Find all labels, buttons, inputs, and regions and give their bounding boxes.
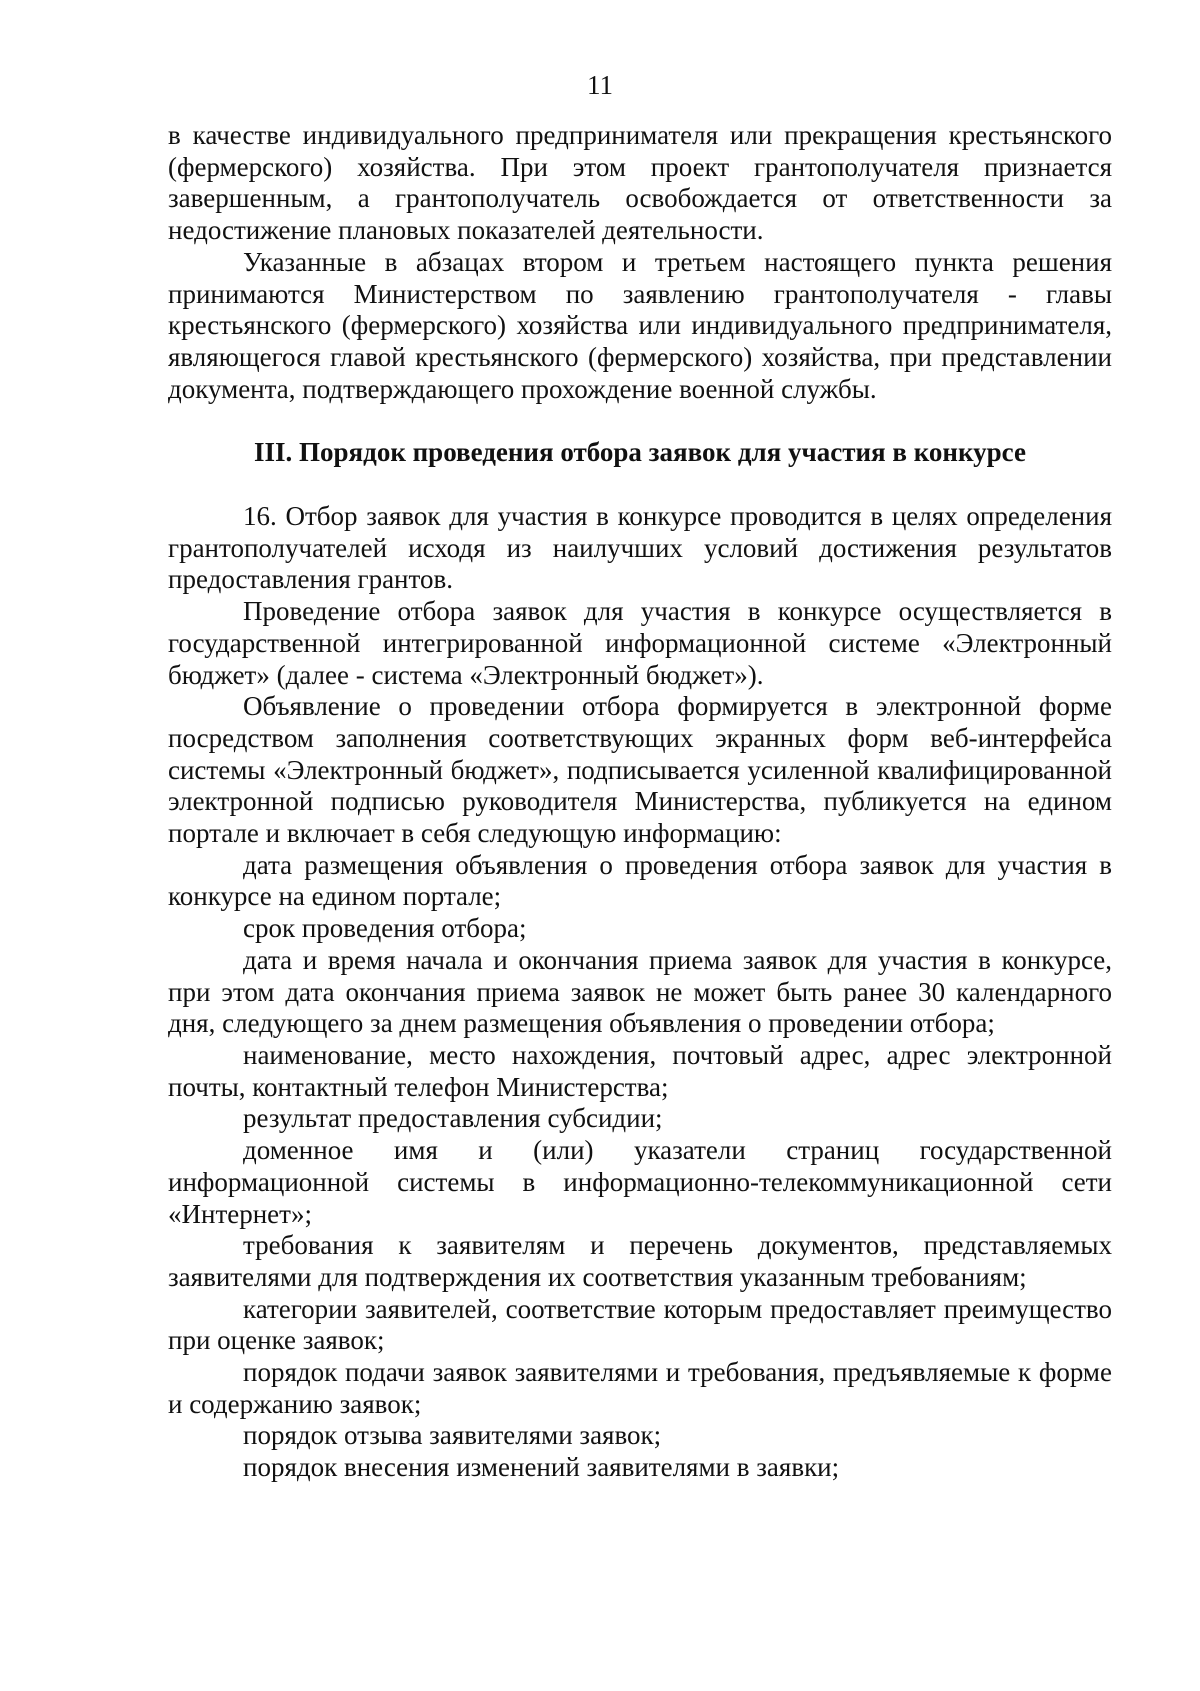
- list-item: результат предоставления субсидии;: [243, 1103, 663, 1134]
- list-item: дата и время начала и окончания приема заявок для участия в конкурсе, при этом дата окончания приема заявок не может быть ранее 30 календарного дня, следующего за днем размещения объявления о проведении отбора;: [168, 944, 1112, 1039]
- list-item: категории заявителей, соответствие которым предоставляет преимущество при оценке заявок;: [168, 1293, 1112, 1356]
- paragraph: Проведение отбора заявок для участия в конкурсе осуществляется в государственной интегрированной информационной системе «Электронный бюджет» (далее - система «Электронный бюджет»).: [168, 596, 1112, 690]
- paragraph: в качестве индивидуального предпринимателя или прекращения крестьянского (фермерского) хозяйства. При этом проект грантополучателя признается завершенным, а грантополучатель освобождается от ответственности за недостижение плановых показателей деятельности.: [168, 120, 1112, 246]
- page-number: 11: [587, 70, 613, 100]
- list-item: требования к заявителям и перечень документов, представляемых заявителями для подтверждения их соответствия указанным требованиям;: [168, 1230, 1112, 1292]
- list-item: порядок внесения изменений заявителями в заявки;: [243, 1452, 840, 1483]
- list-item: срок проведения отбора;: [243, 913, 527, 944]
- paragraph: Указанные в абзацах втором и третьем настоящего пункта решения принимаются Министерством по заявлению грантополучателя - главы крестьянского (фермерского) хозяйства или индивидуального предпринимателя, являющегося главой крестьянского (фермерского) хозяйства, при представлении документа, подтверждающего прохождение военной службы.: [168, 246, 1112, 404]
- section-heading: III. Порядок проведения отбора заявок для участия в конкурсе: [254, 437, 1026, 468]
- paragraph: 16. Отбор заявок для участия в конкурсе проводится в целях определения грантополучателей исходя из наилучших условий достижения результатов предоставления грантов.: [168, 501, 1112, 595]
- list-item: порядок отзыва заявителями заявок;: [243, 1420, 662, 1451]
- list-item: порядок подачи заявок заявителями и требования, предъявляемые к форме и содержанию заявок;: [168, 1357, 1112, 1419]
- paragraph: Объявление о проведении отбора формируется в электронной форме посредством заполнения соответствующих экранных форм веб-интерфейса системы «Электронный бюджет», подписывается усиленной квалифицированной электронной подписью руководителя Министерства, публикуется на едином портале и включает в себя следующую информацию:: [168, 691, 1112, 849]
- list-item: дата размещения объявления о проведения отбора заявок для участия в конкурсе на едином портале;: [168, 849, 1112, 912]
- list-item: наименование, место нахождения, почтовый адрес, адрес электронной почты, контактный телефон Министерства;: [168, 1039, 1112, 1102]
- document-body: [168, 120, 1112, 1484]
- list-item: доменное имя и (или) указатели страниц государственной информационной системы в информационно-телекоммуникационной сети «Интернет»;: [168, 1135, 1112, 1229]
